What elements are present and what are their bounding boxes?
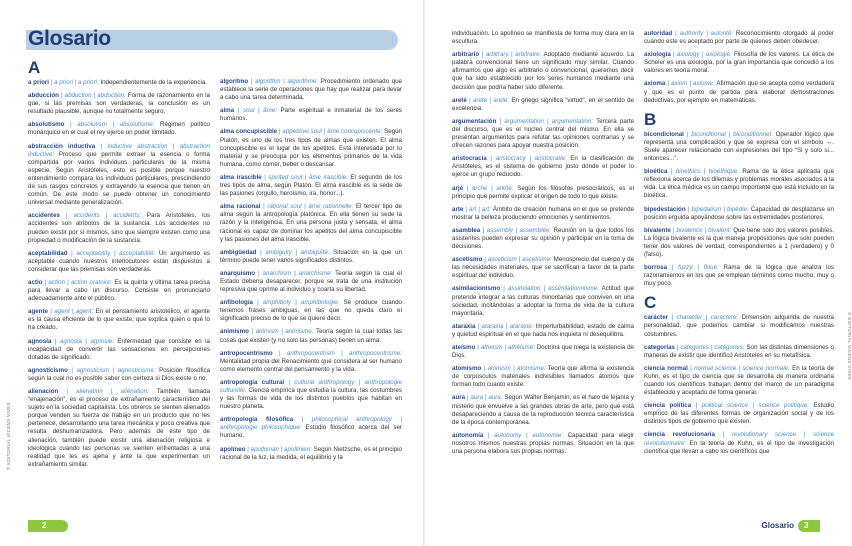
- entry-term: ciencia normal: [644, 364, 688, 372]
- entry-term: animismo: [220, 328, 249, 336]
- entry-separator: |: [284, 378, 295, 386]
- entry-translations: agnosticism | agnosticisme:: [76, 366, 156, 374]
- entry-translations: bivalence | bivalent:: [676, 226, 732, 234]
- entry-term: ateísmo: [452, 344, 476, 351]
- entry-separator: |: [483, 431, 495, 439]
- entry-translations: cultural anthropology | anthropologie culturelle:: [220, 378, 402, 394]
- glossary-entry: [452, 285, 634, 317]
- entry-translations: normal science | science normale:: [694, 364, 790, 372]
- glossary-entry: [644, 402, 834, 426]
- entry-term: algoritmo: [220, 78, 249, 85]
- glossary-entry: [28, 367, 210, 383]
- entry-translations: aura | aura:: [470, 394, 503, 402]
- entry-translations: argumentation | argumentation:: [504, 117, 594, 125]
- entry-definition: Reconocimiento otorgado al poder cuando este es aceptado por parte de quienes deben obedecer.: [644, 30, 835, 46]
- entry-term: ataraxia: [452, 322, 476, 330]
- entry-translations: anthropocentrism | anthropocentrisme:: [286, 349, 402, 357]
- entry-translations: agent | agent:: [54, 308, 94, 316]
- entry-definition: Un argumento es aceptable cuando nuestros interlocutores están dispuestos a considerar que las premisas son verdaderas.: [28, 249, 211, 273]
- glossary-entry: [644, 30, 834, 46]
- glossary-entry: [220, 128, 402, 168]
- entry-separator: |: [51, 337, 61, 345]
- entry-definition: Doctrina que niega la existencia de Dios.: [452, 344, 635, 360]
- entry-term: antropocentrismo: [220, 349, 273, 357]
- entry-separator: |: [500, 285, 509, 293]
- entry-term: anarquismo: [220, 269, 256, 277]
- entry-definition: Según Walter Benjamin, es el halo de lejanía y misterio que envuelve a las grandes obras de arte, pero que está desapareciendo a causa de la reproducción técnica característica de la época contemporánea.: [452, 394, 634, 426]
- entry-definition: Se produce cuando tenemos frases ambiguas, en las que no queda claro el significado preciso de lo que se quiere decir.: [220, 299, 402, 323]
- copyright-vertical-right: © EDITORIAL VICENS VIVES: [847, 312, 852, 380]
- glossary-entry: [28, 92, 210, 116]
- glossary-entry: [644, 206, 834, 222]
- entry-separator: |: [234, 107, 243, 115]
- entry-definition: Teoría según la cual todas las cosas que existen (y no solo las personas) tienen un alma.: [220, 328, 402, 344]
- entry-separator: |: [64, 121, 78, 129]
- entry-separator: |: [58, 388, 77, 395]
- entry-term: alienación: [28, 388, 59, 395]
- entry-separator: |: [667, 264, 679, 272]
- entry-definition: Según Nietzsche, es el principio racional de la luz, la medida, el equilibrio y la: [220, 445, 403, 461]
- entry-separator: |: [674, 343, 681, 351]
- page-number-tab-left: [28, 520, 68, 532]
- entry-separator: |: [683, 130, 692, 138]
- entry-separator: |: [496, 117, 505, 125]
- entry-translations: absolutism | absolutisme:: [77, 121, 155, 129]
- section-letter: A: [28, 58, 41, 77]
- glossary-entry: [220, 446, 402, 462]
- entry-translations: categories | catégories:: [680, 343, 745, 351]
- entry-separator: |: [475, 322, 482, 330]
- glossary-entry: [220, 350, 402, 374]
- entry-term: arjé: [452, 184, 464, 192]
- entry-separator: |: [714, 431, 732, 439]
- entry-separator: |: [47, 308, 55, 316]
- glossary-entry: [644, 131, 834, 163]
- entry-definition: Proceso que permite extraer la esencia o forma compartida por varios individuos particulares de la misma especie. Según Aristóteles, esto es posible porque nuestro entendimiento compara los individuos particulares, prescindiendo de sus rasgos concretos y extrayendo la esencia que tienen en común. De este modo se puede obtener un conocimiento universal mediante generalización.: [28, 150, 210, 207]
- entry-definition: Adoptado mediante acuerdo. La palabra convencional tiene un significado muy similar. Cuando afirmamos que algo es arbitrario o convencional, queremos decir que ha sido establecido por los seres humanos mediante una decisión que podría haber sido diferente.: [452, 51, 635, 91]
- glossary-entry: [452, 185, 634, 201]
- entry-separator: |: [293, 416, 312, 424]
- entry-definition: En el pensamiento aristotélico, el agente es la causa eficiente de lo que existe, que explica quién o qué lo ha creado.: [28, 308, 210, 332]
- entry-term: aceptabilidad: [28, 249, 68, 257]
- entry-definition: Rama de la ética aplicada que reflexiona acerca de los dilemas y problemas morales asociados a la vida. La ética médica es un campo importante que está incluido en la bioética.: [644, 168, 835, 200]
- glossary-column-1: [28, 58, 210, 474]
- entry-separator: |: [466, 96, 473, 104]
- entry-definition: Rama de la lógica que analiza los razonamientos en los que se emplean términos como mucho, muy o muy poco.: [644, 264, 835, 288]
- glossary-entry: [28, 279, 210, 303]
- entry-definition: En la teoría de Kuhn, es el tipo de investigación científica que llevan a cabo los científicos que: [644, 439, 834, 455]
- entry-translations: political science | science politique:: [701, 402, 809, 410]
- entry-definition: Procedimiento ordenado que establece la serie de operaciones que hay que realizar para llevar a cabo una tarea determinada.: [220, 78, 402, 102]
- entry-term: alma concupiscible: [220, 128, 278, 136]
- entry-separator: |: [667, 168, 676, 176]
- entry-definition: Capacidad para elegir nosotros mismos nuestras propias normas. Situación en la que una persona elabora sus propias normas.: [452, 431, 635, 456]
- entry-term: axiología: [644, 51, 671, 59]
- glossary-entry: [28, 388, 210, 469]
- entry-translations: animism | animisme:: [255, 328, 314, 336]
- entry-definition: Forma de razonamiento en la que, si las premisas son verdaderas, la conclusión es un resultado plausible, aunque no totalmente seguro.: [28, 92, 210, 116]
- entry-term: ascetismo: [452, 256, 483, 264]
- glossary-entry: [220, 328, 402, 344]
- entry-term: carácter: [644, 314, 669, 322]
- entry-definition: Reunión en la que todos los asistentes pueden expresar su opinión y participar en la toma de decisiones.: [452, 226, 635, 251]
- glossary-entry: [28, 308, 210, 332]
- entry-term: agnosia: [28, 337, 52, 345]
- glossary-entry: [452, 365, 634, 389]
- glossary-entry: [452, 155, 634, 179]
- glossary-entry: [220, 379, 402, 411]
- entry-translations: agnosia | agnosie:: [60, 337, 114, 345]
- entry-definition: El tercer tipo de alma según la antropología platónica. En ella tienen su sede la razón y la inteligencia. En una persona justa y sensata, el alma racional es capaz de dominar los apetitos del alma concupiscible y las pasiones del alma irascible.: [220, 203, 402, 243]
- entry-translations: arbitrary | arbitraire:: [485, 51, 542, 59]
- glossary-entry: [220, 416, 402, 440]
- left-page: [0, 0, 424, 546]
- entry-separator: |: [95, 142, 108, 150]
- entry-separator: |: [67, 366, 77, 374]
- entry-separator: |: [687, 364, 695, 372]
- entry-term: axioma: [644, 80, 666, 88]
- glossary-entry: [644, 344, 834, 360]
- glossary-entry: [452, 256, 634, 280]
- entry-separator: |: [277, 128, 283, 136]
- entry-translations: appetitive soul | âme concupiscente:: [282, 128, 383, 136]
- glossary-entry: [452, 394, 634, 426]
- entry-separator: |: [42, 278, 49, 286]
- entry-term: ambigüedad: [220, 248, 257, 256]
- entry-definition: En griego significa “virtud”, en el sentido de excelencia.: [452, 96, 634, 112]
- entry-separator: |: [245, 445, 251, 453]
- glossary-entry: [644, 431, 834, 455]
- entry-translations: atomism | atomisme:: [487, 365, 546, 373]
- entry-definition: Dimensión adquirida de nuestra personalidad, que podemos cambiar si modificamos nuestras costumbres.: [644, 314, 834, 338]
- glossary-entry: [452, 51, 634, 91]
- entry-separator: |: [60, 212, 74, 220]
- entry-term: arbitrario: [452, 51, 480, 59]
- glossary-entry: [644, 365, 834, 397]
- entry-translations: bipedalism | bipédie:: [691, 205, 749, 213]
- entry-term: agente: [28, 308, 48, 316]
- glossary-entry: [644, 227, 834, 259]
- copyright-vertical-left: © EDITORIAL VICENS VIVES: [6, 402, 11, 470]
- entry-translations: a priori | a priori:: [54, 79, 99, 86]
- entry-separator: |: [691, 402, 702, 410]
- entry-term: absolutismo: [28, 121, 65, 129]
- glossary-entry: [644, 80, 834, 104]
- page-number-tab-right: [798, 520, 820, 532]
- glossary-entry: [28, 143, 210, 208]
- entry-translations: character | caractère:: [676, 314, 739, 322]
- entry-term: bivalente: [644, 226, 671, 234]
- entry-definition: Ámbito de creación humana en el que se pretende mostrar la belleza produciendo emociones y sentimientos.: [452, 205, 634, 221]
- entry-translations: ambiguity | ambiguïté:: [265, 248, 330, 256]
- glossary-entry: [28, 212, 210, 244]
- entry-separator: |: [248, 328, 256, 336]
- glossary-entry: [644, 168, 834, 200]
- entry-translations: assimilation | assimilationnisme:: [508, 285, 599, 293]
- entry-definition: Capacidad de desplazarse en posición erguida apoyándose sobre las extremidades posteriores.: [644, 205, 834, 221]
- glossary-entry: [220, 249, 402, 265]
- entry-separator: |: [486, 155, 496, 163]
- entry-term: bioética: [644, 168, 668, 176]
- entry-term: autonomía: [452, 431, 484, 439]
- entry-separator: |: [255, 269, 263, 277]
- entry-definition: Según los filósofos presocráticos, es el principio que permite explicar el origen de todo lo que existe.: [452, 184, 634, 200]
- entry-translations: ataraxia | ataraxie:: [481, 322, 534, 330]
- entry-translations: acceptability | acceptabilité:: [76, 249, 156, 257]
- entry-separator: |: [481, 365, 488, 373]
- entry-term: ciencia revolucionaria: [644, 431, 715, 439]
- entry-definition: Según Platón, es uno de los tres tipos de almas que existen. El alma concupiscible es el lugar de los apetitos. Está interesada por lo material y se preocupa por los elementos primarios de la vida humana, como comer, beber o descansar.: [220, 128, 402, 168]
- entry-translations: rational soul | âme rationnelle:: [267, 203, 354, 211]
- entry-separator: |: [670, 51, 677, 59]
- glossary-entry: [452, 344, 634, 360]
- entry-translations: atheism | athéisme:: [480, 344, 535, 351]
- entry-separator: |: [256, 248, 266, 256]
- entry-term: alma: [220, 107, 235, 115]
- entry-separator: |: [665, 80, 671, 88]
- entry-definition: Parte espiritual e inmaterial de los seres humanos.: [220, 107, 402, 123]
- entry-definition: Estudio empírico de las diferentes formas de organización social y de los distintos tipos de gobierno que existen.: [644, 402, 834, 426]
- entry-separator: |: [248, 78, 256, 85]
- entry-definition: Operador lógico que representa una complicación y que se expresa con el símbolo ↔. Suele aparecer relacionado con expresiones del tipo “Si y solo si... entonces...”.: [644, 130, 834, 163]
- entry-translations: asceticism | ascétisme:: [487, 256, 552, 264]
- entry-definition: Que tiene solo dos valores posibles. La lógica bivalente es la que maneja proposiciones que solo pueden tener dos valores de verdad, correspondientes a 1 (verdadero) y 0 (falso).: [644, 226, 835, 258]
- glossary-entry: [452, 97, 634, 113]
- glossary-entry: [452, 227, 634, 251]
- entry-translations: algorithm | algorithme:: [255, 78, 319, 85]
- glossary-entry: [28, 79, 210, 87]
- entry-separator: |: [685, 205, 692, 213]
- entry-definition: individuación. Lo apolíneo se manifiesta de forma muy clara en la escultura.: [452, 30, 634, 46]
- entry-definition: Posición filosófica según la cual no es posible saber con certeza si Dios existe o no.: [28, 366, 211, 382]
- glossary-column-2: [220, 78, 402, 467]
- entry-translations: fuzzy | floue:: [678, 264, 719, 272]
- entry-separator: |: [48, 79, 55, 86]
- entry-definition: Situación en la que un término puede tener varios significados distintos.: [220, 248, 403, 264]
- entry-term: aristocracia: [452, 155, 487, 163]
- entry-term: antropología filosófica: [220, 416, 294, 424]
- entry-definition: En la teoría de Kuhn, es el tipo de ciencia que se desarrolla de manera ordinaria cuando los científicos trabajan dentro del marco de un paradigma establecido y aceptado de forma general.: [644, 364, 835, 397]
- entry-definition: En la clasificación de Aristóteles, es el sistema de gobierno justo donde el poder lo ejerce un grupo reducido.: [452, 155, 634, 179]
- page-number-right: 3: [804, 521, 809, 530]
- entry-definition: Actitud que pretende integrar a las culturas minoritarias que conviven en una sociedad, incitándolas a adoptar la forma de vida de la cultura mayoritaria.: [452, 285, 634, 317]
- entry-term: categorías: [644, 343, 675, 351]
- entry-separator: |: [463, 184, 472, 192]
- entry-translations: biconditional | biconditionnel:: [691, 130, 773, 138]
- entry-definition: Mentalidad propia del Renacimiento que considera al ser humano como elemento central del pensamiento y la vida.: [220, 357, 402, 373]
- entry-separator: |: [479, 51, 486, 59]
- entry-definition: Son las distintas dimensiones o maneras de existir que identificó Aristóteles en su metafísica.: [644, 343, 834, 359]
- glossary-entry: [644, 51, 834, 75]
- entry-translations: bioethics | bioéthique:: [675, 168, 739, 176]
- entry-definition: Filosofía de los valores. La ética de Scheler es una axiología, por la gran importancia que concedió a los valores en teoría moral.: [644, 51, 835, 75]
- glossary-entry: [452, 118, 634, 150]
- entry-separator: |: [668, 314, 677, 322]
- entry-translations: aristocracy | aristocratie:: [495, 155, 567, 163]
- entry-separator: |: [670, 226, 677, 234]
- entry-translations: apollonian | apollinien:: [250, 445, 312, 453]
- entry-term: borrosa: [644, 264, 668, 272]
- page-title: Glosario: [28, 27, 111, 50]
- entry-definition: Afirmación que se acepta como verdadera y que es el punto de partida para elaborar demostraciones deductivas, por ejemplo en matemáticas.: [644, 80, 835, 104]
- entry-term: accidentes: [28, 212, 60, 220]
- entry-definition: Es la quinta y última tarea precisa para llevar a cabo un discurso. Consiste en pronunciarlo adecuadamente ante el público.: [28, 278, 210, 303]
- section-letter: C: [644, 293, 657, 313]
- entry-separator: |: [463, 205, 470, 213]
- page-footer-right: [760, 520, 820, 532]
- entry-definition: Teoría según la cual el Estado debería desaparecer, porque se trata de una institución represiva que oprime al individuo y coarta su libertad.: [220, 269, 403, 294]
- entry-term: a priori: [28, 79, 49, 86]
- entry-translations: soul | âme:: [242, 107, 277, 115]
- entry-definition: Enfermedad que consiste en la incapacidad de convertir las sensaciones en percepciones dotadas de significado.: [28, 337, 210, 361]
- right-page: [424, 0, 852, 546]
- entry-term: areté: [452, 96, 467, 104]
- page-number-left: 2: [42, 521, 47, 530]
- entry-definition: Imperturbabilidad, estado de calma y quietud espiritual en el que nada nos inquieta ni desequilibra.: [452, 322, 634, 338]
- entry-translations: revolutionary science | science révolutionnaire:: [644, 431, 834, 447]
- glossary-entry: [644, 314, 834, 338]
- entry-separator: |: [261, 173, 269, 181]
- entry-translations: action | action oratoire:: [48, 278, 113, 286]
- entry-definition: Menosprecio del cuerpo y de las necesidades materiales, que se sacrifican a favor de la parte espiritual del individuo.: [452, 256, 635, 280]
- entry-definition: Estudio filosófico acerca del ser humano.: [220, 424, 402, 440]
- entry-translations: amphiboly | amphibologie:: [262, 299, 340, 307]
- glossary-entry: [28, 338, 210, 362]
- entry-definition: El segundo de los tres tipos de alma, según Platón. El alma irascible es la sede de las pasiones (orgullo, heroísmo, ira, honor...).: [220, 173, 403, 198]
- entry-translations: arche | arkhè:: [471, 184, 514, 192]
- entry-term: asamblea: [452, 226, 481, 234]
- entry-separator: |: [482, 256, 488, 264]
- entry-term: autoridad: [644, 30, 673, 37]
- entry-translations: philosophical anthropology | anthropologie philosophique:: [220, 416, 402, 432]
- glossary-entry: [452, 432, 634, 456]
- entry-translations: authority | autorité:: [679, 30, 734, 37]
- entry-translations: assembly | assemblée:: [486, 226, 552, 234]
- entry-separator: |: [67, 249, 77, 257]
- glossary-entry: [220, 203, 402, 243]
- glossary-entry: [452, 323, 634, 339]
- entry-separator: |: [58, 92, 65, 100]
- glossary-column-4: [644, 30, 834, 461]
- glossary-column-3: [452, 30, 634, 461]
- entry-translations: arete | areté:: [472, 96, 510, 104]
- entry-translations: accidents | accidents:: [73, 212, 141, 220]
- entry-translations: art | art:: [469, 205, 491, 213]
- entry-separator: |: [253, 299, 263, 307]
- entry-definition: Independientemente de la experiencia.: [98, 79, 207, 86]
- glossary-entry: [220, 107, 402, 123]
- entry-term: anfibología: [220, 299, 253, 307]
- entry-term: abducción: [28, 92, 59, 100]
- entry-translations: alienation | aliénation:: [76, 388, 149, 395]
- entry-term: aura: [452, 394, 466, 402]
- entry-definition: Para Aristóteles, los accidentes son atributos de la sustancia. Los accidentes no pueden existir por sí mismos, sino que siempre existen como una propiedad o modificación de la sustancia.: [28, 212, 211, 244]
- entry-separator: |: [480, 226, 487, 234]
- footer-label: Glosario: [761, 521, 794, 530]
- entry-definition: Tercera parte del discurso, que es el núcleo central del mismo. En ella se presentan argumentos para refutar las opiniones contrarias y se ofrecen razones para apoyar nuestra posición.: [452, 117, 635, 150]
- glossary-entry: [452, 30, 634, 46]
- entry-separator: |: [260, 203, 268, 211]
- entry-definition: Ciencia empírica que estudia la cultura, las costumbres y las formas de vida de los distintos pueblos que habitan en nuestro planeta.: [220, 387, 402, 411]
- entry-separator: |: [465, 394, 471, 402]
- entry-term: bipedestación: [644, 205, 686, 213]
- glossary-entry: [644, 264, 834, 288]
- entry-term: atomismo: [452, 365, 482, 373]
- entry-separator: |: [672, 30, 680, 37]
- glossary-entry: [452, 206, 634, 222]
- entry-translations: spirited soul | âme irascible:: [268, 173, 348, 181]
- entry-term: agnosticismo: [28, 366, 68, 374]
- glossary-entry: [28, 250, 210, 274]
- glossary-entry: [220, 78, 402, 102]
- entry-term: antropología cultural: [220, 378, 285, 386]
- glossary-entry: [220, 270, 402, 294]
- section-letter: B: [644, 109, 657, 129]
- glossary-entry: [220, 299, 402, 323]
- entry-term: apolíneo: [220, 445, 246, 453]
- entry-term: alma irascible: [220, 173, 262, 181]
- entry-term: alma racional: [220, 203, 261, 211]
- entry-term: ciencia política: [644, 402, 692, 410]
- entry-translations: abduction | abduction:: [64, 92, 126, 100]
- entry-term: abstracción inductiva: [28, 142, 96, 150]
- entry-definition: Teoría que afirma la existencia de corpúsculos materiales indivisibles llamados átomos que forman todo cuanto existe.: [452, 365, 635, 389]
- entry-translations: autonomy | autonomie:: [494, 431, 563, 439]
- entry-definition: Régimen político monárquico en el cual el rey ejerce un poder ilimitado.: [28, 121, 211, 137]
- entry-term: bicondicional: [644, 130, 684, 138]
- entry-translations: axiology | axiologie:: [676, 51, 732, 59]
- entry-term: arte: [452, 205, 464, 213]
- entry-term: asimilacionismo: [452, 285, 501, 293]
- entry-translations: axiom | axiome:: [670, 80, 715, 88]
- entry-definition: También llamada “enajenación”, es el proceso de extrañamiento característico del sujeto en la sociedad capitalista. Los obreros se sienten alienados porque venden su fuerza de trabajo en un producto que no les pertenece, desarrollando una tarea mecánica y poco creativa que resulta deshumanizadora. Pero además de este tipo de alienación, también puede existir una alienación religiosa e ideológica cuando las personas se sienten enfrentadas a una realidad que les es ajena y ante la que experimentan un extrañamiento similar.: [28, 388, 211, 468]
- glossary-entry: [220, 174, 402, 198]
- entry-separator: |: [272, 349, 287, 357]
- entry-translations: inductive abstraction | abstraction inductive:: [28, 142, 210, 158]
- entry-separator: |: [475, 344, 481, 351]
- entry-translations: anarchism | anarchisme:: [262, 269, 333, 277]
- glossary-entry: [28, 121, 210, 137]
- entry-term: actio: [28, 278, 43, 286]
- entry-term: argumentación: [452, 117, 497, 125]
